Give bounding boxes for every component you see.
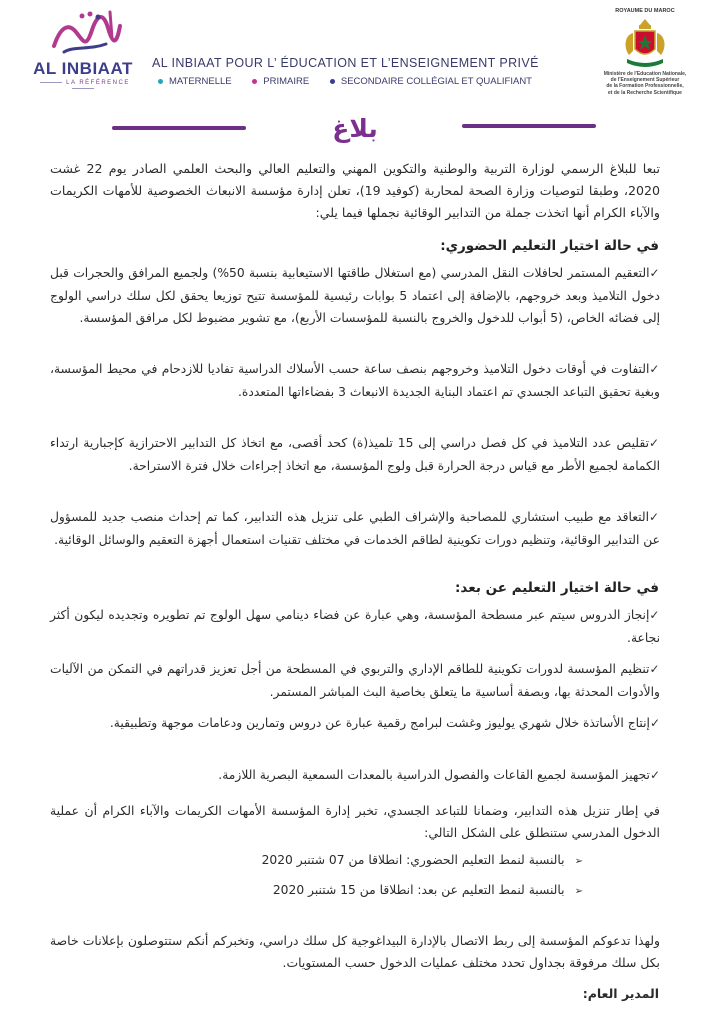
level-label-2: PRIMAIRE: [263, 76, 310, 87]
list-item-remote-3: [50, 712, 660, 735]
list-item-remote-4: [50, 764, 660, 787]
list-item-text: تقليص عدد التلاميذ في كل فصل دراسي إلى 15 تلميذ(ة) كحد أقصى، مع اتخاذ كل التدابير الاحترازية كإجبارية ارتداء الكمامة لجميع الأطر مع قياس درجة الحرارة قبل ولوج المؤسسة، مع اتخاذ إجراءات خلال فترة الاستراحة.: [50, 436, 660, 473]
schedule-item-presential: [163, 853, 583, 867]
check-icon: ✓: [649, 608, 660, 622]
list-item-presential-1: [50, 262, 660, 330]
intro-paragraph: تبعا للبلاغ الرسمي لوزارة التربية والوطنية والتكوين المهني والتعليم العالي والبحث العلمي الصادر يوم 22 غشت 2020، وطبقا لتوصيات وزارة الصحة لمحاربة (كوفيد 19)، تعلن إدارة مؤسسة الانبعاث الخصوصية للأمهات الكريمات والآباء الكرام أنها اتخذت جملة من التدابير الوقائية نجملها فيما يلي:: [50, 161, 660, 220]
list-item-presential-4: [50, 506, 660, 551]
title-rule-left: [112, 126, 246, 130]
letterhead: [0, 0, 709, 110]
calligraphy-logo-icon: [46, 8, 126, 58]
ministry-name: [590, 71, 700, 96]
royal-crest-icon: [617, 17, 673, 69]
list-item-text: التفاوت في أوقات دخول التلاميذ وخروجهم بنصف ساعة حسب الأسلاك الدراسية تفاديا للازدحام في محيط المؤسسة، وبغية تحقيق التباعد الجسدي تم اعتماد البناية الجديدة الانبعاث 3 بفضاءاتها المتعددة.: [50, 362, 660, 399]
level-dot-3: [330, 79, 335, 84]
arrow-bullet-icon: ➢: [574, 886, 583, 897]
list-item-text: إنتاج الأساتذة خلال شهري يوليوز وغشت لبرامج رقمية عبارة عن دروس وتمارين ودعامات موجهة وتطبيقية.: [109, 716, 650, 730]
ministry-line-2: de l'Enseignement Supérieur: [610, 77, 680, 84]
check-icon: ✓: [649, 266, 660, 280]
page-title: بلاغ: [332, 114, 378, 143]
logo-wordmark: AL INBIAAT: [33, 59, 133, 78]
check-icon: ✓: [649, 768, 660, 782]
schedule-item-remote: [163, 883, 583, 897]
list-item-text: إنجاز الدروس سيتم عبر مسطحة المؤسسة، وهي عبارة عن فضاء دينامي سهل الولوج تم تطويره وتجديده ليكون أكثر نجاعة.: [50, 608, 660, 645]
ministry-line-4: et de la Recherche Scientifique: [608, 89, 682, 96]
school-name: AL INBIAAT POUR L’ ÉDUCATION ET L’ENSEIGNEMENT PRIVÉ: [152, 56, 539, 70]
logo-tagline: LA RÉFÉRENCE: [22, 80, 144, 92]
list-item-presential-2: [50, 358, 660, 403]
section-heading-presential: في حالة اختيار التعليم الحضوري:: [440, 238, 659, 254]
level-dot-2: [252, 79, 257, 84]
check-icon: ✓: [649, 662, 661, 676]
check-icon: ✓: [649, 510, 660, 524]
signature-label: المدير العام:: [582, 986, 659, 1001]
list-item-text: تنظيم المؤسسة لدورات تكوينية للطاقم الإداري والتربوي في المسطحة من أجل تعزيز قدراتهم في التمكن من الآليات والأدوات المحدثة بها، وبصفة أساسية ما يتعلق بخاصية البث المباشر المستمر.: [50, 662, 660, 699]
title-rule-right: [462, 124, 596, 128]
level-label-1: MATERNELLE: [169, 76, 232, 87]
schedule-text: بالنسبة لنمط التعليم عن بعد: انطلاقا من 15 شتنبر 2020: [272, 883, 565, 897]
arrow-bullet-icon: ➢: [574, 856, 583, 867]
section-heading-remote: في حالة اختيار التعليم عن بعد:: [455, 580, 659, 596]
list-item-remote-2: [50, 658, 660, 703]
kingdom-label: ROYAUME DU MAROC: [615, 8, 675, 14]
ministry-line-3: de la Formation Professionnelle,: [606, 83, 684, 90]
title-row: [0, 112, 709, 152]
level-dot-1: [158, 79, 163, 84]
list-item-text: تجهيز المؤسسة لجميع القاعات والفصول الدراسية بالمعدات السمعية البصرية اللازمة.: [218, 768, 650, 782]
ministry-line-1: Ministère de l'Education Nationale,: [603, 71, 687, 77]
list-item-presential-3: [50, 432, 660, 477]
list-item-remote-1: [50, 604, 660, 649]
school-levels: [152, 76, 532, 87]
check-icon: ✓: [649, 716, 660, 730]
closing-paragraph-2: ولهذا تدعوكم المؤسسة إلى ربط الاتصال بالإدارة البيداغوجية كل سلك دراسي، وتخبركم أنكم ستتوصلون بإعلانات خاصة بكل سلك مرفوقة بجداول تحدد مختلف عمليات الدخول حسب المستويات.: [50, 933, 660, 970]
school-logo: [22, 8, 144, 88]
level-label-3: SECONDAIRE COLLÉGIAL ET QUALIFIANT: [340, 76, 532, 87]
ministry-block: [590, 8, 700, 96]
schedule-text: بالنسبة لنمط التعليم الحضوري: انطلاقا من 07 شتنبر 2020: [261, 853, 565, 867]
check-icon: ✓: [649, 362, 660, 376]
list-item-text: التعقيم المستمر لحافلات النقل المدرسي (مع استغلال طاقتها الاستيعابية بنسبة 50%) ولجميع المرافق والحجرات قبل دخول التلاميذ وبعد خروجهم، بالإضافة إلى اعتماد 5 بوابات رئيسية للمؤسسة تتيح توزيعا يحقق لكل سلك دراسي الولوج إلى فضائه الخاص، (5 أبواب للدخول والخروج بالنسبة للمؤسسات الأربع)، مع تشوير مضبوط لكل مرافق المؤسسة.: [50, 266, 660, 325]
closing-paragraph-1: في إطار تنزيل هذه التدابير، وضمانا للتباعد الجسدي، تخبر إدارة المؤسسة الأمهات الكريمات والآباء الكرام أن عملية الدخول المدرسي ستنطلق على الشكل التالي:: [50, 803, 660, 840]
list-item-text: التعاقد مع طبيب استشاري للمصاحبة والإشراف الطبي على تنزيل هذه التدابير، كما تم إحداث منصب جديد للمسؤول عن التدابير الوقائية، وتنظيم دورات تكوينية لطاقم الخدمات في مختلف تقنيات استعمال أجهزة التعقيم والوسائل الوقائية.: [50, 510, 660, 547]
check-icon: ✓: [649, 436, 661, 450]
